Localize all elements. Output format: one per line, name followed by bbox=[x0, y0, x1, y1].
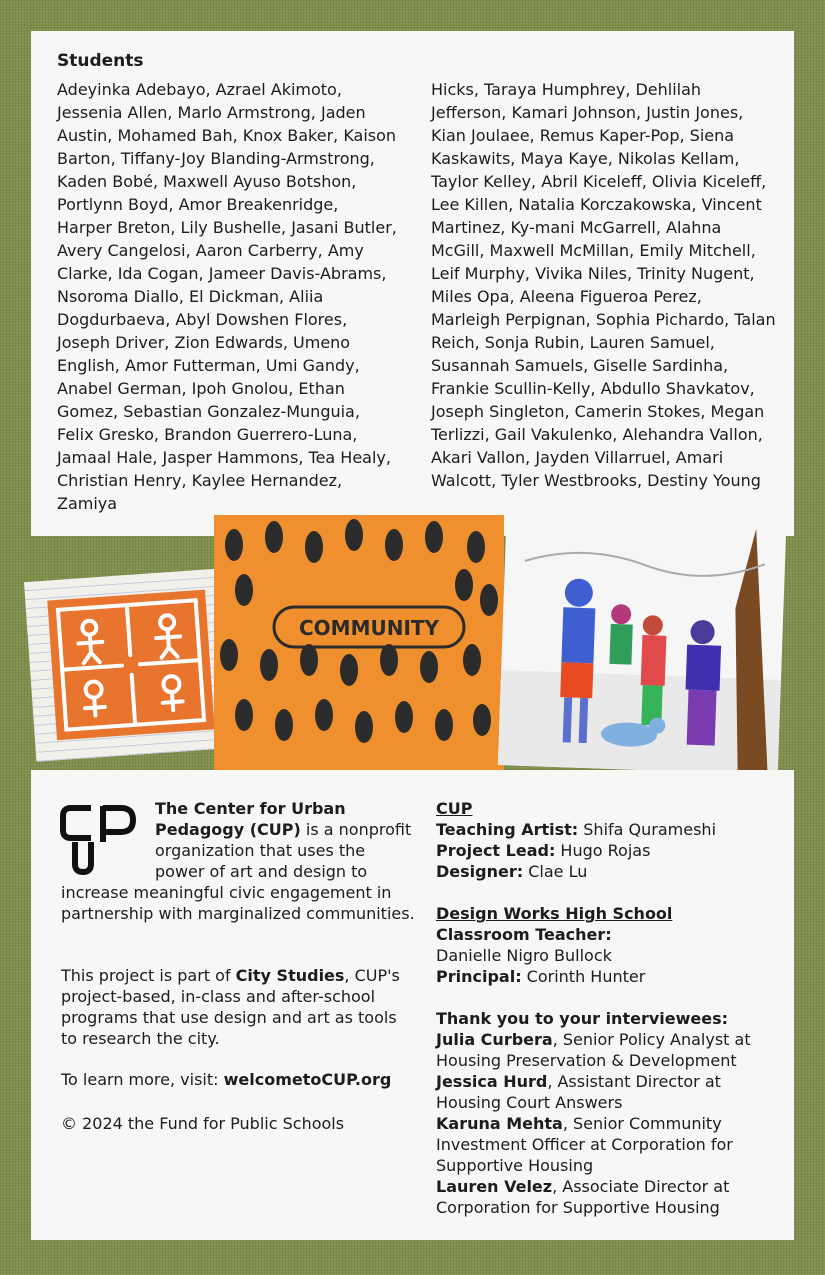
cup-heading: CUP bbox=[436, 799, 473, 818]
thanks-heading: Thank you to your interviewees: bbox=[436, 1009, 729, 1028]
copyright: © 2024 the Fund for Public Schools bbox=[61, 1114, 345, 1133]
interviewee-3: Karuna Mehta, Senior Community Investment Officer at Corporation for Supportive Housing bbox=[436, 1114, 733, 1175]
interviewee-1: Julia Curbera, Senior Policy Analyst at Housing Preservation & Development bbox=[436, 1030, 751, 1070]
credits bbox=[436, 798, 776, 1218]
project-name: City Studies bbox=[235, 966, 345, 985]
community-crowd-icon bbox=[214, 515, 504, 773]
stick-figure-drawing bbox=[24, 568, 236, 762]
interviewee-2: Jessica Hurd, Assistant Director at Housing Court Answers bbox=[436, 1072, 721, 1112]
org-name: The Center for Urban Pedagogy (CUP) bbox=[155, 799, 346, 839]
org-description: is a nonprofit organization that uses the power of art and design to increase meaningful civic engagement in partnership with marginalized communities. bbox=[61, 820, 415, 923]
cup-website-link[interactable]: welcometoCUP.org bbox=[223, 1070, 392, 1089]
info-panel bbox=[31, 770, 794, 1240]
project-paragraph: This project is part of City Studies, CUP's project-based, in-class and after-school programs that use design and art as tools to research the city. bbox=[61, 966, 400, 1048]
classroom-teacher: Danielle Nigro Bullock bbox=[436, 946, 612, 965]
people-with-dog-icon bbox=[498, 520, 786, 775]
teaching-artist: Teaching Artist: Shifa Qurameshi bbox=[436, 820, 717, 839]
classroom-teacher-label: Classroom Teacher: bbox=[436, 925, 612, 944]
students-list-left: Adeyinka Adebayo, Azrael Akimoto, Jessenia Allen, Marlo Armstrong, Jaden Austin, Mohamed Bah, Knox Baker, Kaison Barton, Tiffany-Joy Blanding-Armstrong, Kaden Bobé, Maxwell Ayuso Botshon, Portlynn Boyd, Amor Breakenridge, Harper Breton, Lily Bushelle, Jasani Butler, Avery Cangelosi, Aaron Carberry, Amy Clarke, Ida Cogan, Jameer Davis-Abrams, Nsoroma Diallo, El Dickman, Aliia Dogdurbaeva, Abyl Dowshen Flores, Joseph Driver, Zion Edwards, Umeno English, Amor Futterman, Umi Gandy, Anabel German, Ipoh Gnolou, Ethan Gomez, Sebastian Gonzalez-Munguia, Felix Gresko, Brandon Guerrero-Luna, Jamaal Hale, Jasper Hammons, Tea Healy, Christian Henry, Kaylee Hernandez, Zamiya bbox=[57, 80, 397, 513]
stick-figures-icon bbox=[47, 590, 214, 741]
students-list-right: Hicks, Taraya Humphrey, Dehlilah Jefferson, Kamari Johnson, Justin Jones, Kian Joulaee, Remus Kaper-Pop, Siena Kaskawits, Maya Kaye, Nikolas Kellam, Taylor Kelley, Abril Kiceleff, Olivia Kiceleff, Lee Killen, Natalia Korczakowska, Vincent Martinez, Ky-mani McGarrell, Alahna McGill, Maxwell McMillan, Emily Mitchell, Leif Murphy, Vivika Niles, Trinity Nugent, Miles Opa, Aleena Figueroa Perez, Marleigh Perpignan, Sophia Pichardo, Talan Reich, Sonja Rubin, Lauren Samuel, Susannah Samuels, Giselle Sardinha, Frankie Scullin-Kelly, Abdullo Shavkatov, Joseph Singleton, Camerin Stokes, Megan Terlizzi, Gail Vakulenko, Alehandra Vallon, Akari Vallon, Jayden Villarruel, Amari Walcott, Tyler Westbrooks, Destiny Young bbox=[431, 80, 776, 490]
school-heading: Design Works High School bbox=[436, 904, 673, 923]
designer: Designer: Clae Lu bbox=[436, 862, 588, 881]
students-heading: Students bbox=[57, 51, 144, 71]
project-lead: Project Lead: Hugo Rojas bbox=[436, 841, 651, 860]
interviewee-4: Lauren Velez, Associate Director at Corporation for Supportive Housing bbox=[436, 1177, 730, 1217]
principal: Principal: Corinth Hunter bbox=[436, 967, 646, 986]
learn-more: To learn more, visit: welcometoCUP.org bbox=[61, 1070, 392, 1089]
winter-people-drawing bbox=[498, 520, 786, 775]
community-drawing bbox=[214, 515, 504, 773]
students-panel bbox=[31, 31, 794, 536]
community-word: COMMUNITY bbox=[298, 616, 440, 640]
cup-description bbox=[61, 798, 416, 924]
